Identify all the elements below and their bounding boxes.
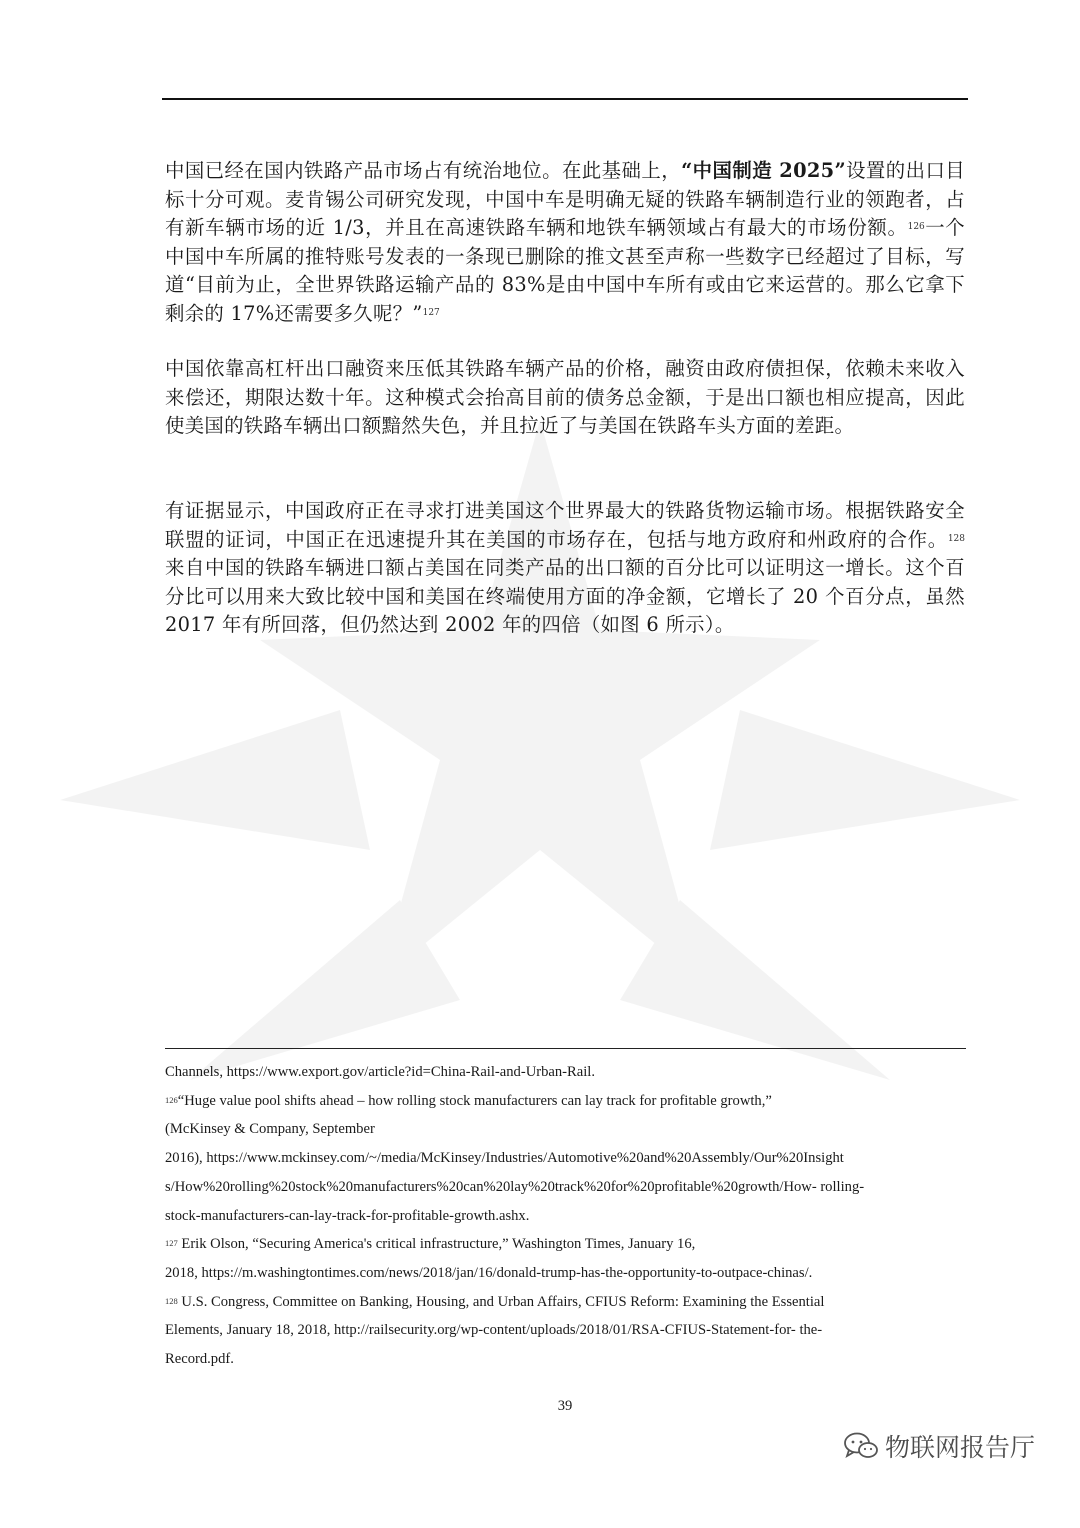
footnote-link[interactable]: 2016), https://www.mckinsey.com/~/media/McKinsey/Industries/Automotive%20and%20Assembly/Our%20Insight: [165, 1150, 844, 1167]
footnote-line[interactable]: Record.pdf.: [165, 1351, 234, 1368]
paragraph-1-text-c: 一个中国中车所属的推特账号发表的一条现已删除的推文甚至声称一些数字已经超过了目标，写道“目前为止，全世界铁路运输产品的 83%是由中国中车所有或由它来运营的。那么它拿下剩余的 17%还需要多久呢？”: [165, 216, 965, 325]
brand-name: 物联网报告厅: [885, 1433, 1036, 1462]
paragraph-3: [165, 497, 965, 640]
footnote-ref-127[interactable]: 127: [422, 307, 440, 318]
footnote-126: [165, 1087, 965, 1116]
footnote-link[interactable]: s/How%20rolling%20stock%20manufacturers%20can%20lay%20track%20for%20profitable%20growth/How- rolling-: [165, 1178, 865, 1195]
paragraph-1-text-a: 中国已经在国内铁路产品市场占有统治地位。在此基础上，: [165, 159, 682, 182]
footnote-128-text: U.S. Congress, Committee on Banking, Housing, and Urban Affairs, CFIUS Reform: Examining the Essential: [177, 1293, 825, 1310]
paragraph-1: [165, 157, 965, 329]
footnote-127: [165, 1230, 965, 1259]
footnote-number-127: 127: [165, 1238, 178, 1249]
footnote-link[interactable]: stock-manufacturers-can-lay-track-for-profitable-growth.ashx.: [165, 1207, 530, 1224]
footnote-link[interactable]: Elements, January 18, 2018, http://railsecurity.org/wp-content/uploads/2018/01/RSA-CFIUS-Statement-for- the-: [165, 1322, 823, 1339]
header-rule: [162, 98, 968, 100]
footnote-126-text: “Huge value pool shifts ahead – how rolling stock manufacturers can lay track for profitable growth,”: [177, 1092, 772, 1109]
footnote-127-text: Erik Olson, “Securing America's critical infrastructure,” Washington Times, January 16,: [177, 1236, 696, 1253]
page-number: 39: [557, 1398, 573, 1414]
made-in-china-2025-bold: “中国制造 2025”: [681, 159, 846, 182]
footnote-rule: [165, 1048, 966, 1049]
paragraph-1-text-b: 设置的出口目标十分可观。麦肯锡公司研究发现，中国中车是明确无疑的铁路车辆制造行业的领跑者，占有新车辆市场的近 1/3，并且在高速铁路车辆和地铁车辆领域占有最大的市场份额。: [165, 159, 965, 240]
paragraph-2: [165, 355, 965, 441]
wechat-icon: [843, 1431, 879, 1461]
watermark-emblem-icon: [40, 380, 1040, 1100]
paragraph-3-text-a: 有证据显示，中国政府正在寻求打进美国这个世界最大的铁路货物运输市场。根据铁路安全联盟的证词，中国正在迅速提升其在美国的市场存在，包括与地方政府和州政府的合作。: [165, 499, 965, 551]
footnote-link[interactable]: 2018, https://m.washingtontimes.com/news/2018/jan/16/donald-trump-has-the-opportunity-to-outpace-chinas/.: [165, 1264, 813, 1281]
footnote-number-128: 128: [165, 1295, 178, 1306]
footnote-line: (McKinsey & Company, September: [165, 1121, 375, 1138]
footnote-line: Channels, https://www.export.gov/article?id=China-Rail-and-Urban-Rail.: [165, 1064, 595, 1080]
paragraph-3-text-b: 来自中国的铁路车辆进口额占美国在同类产品的出口额的百分比可以证明这一增长。这个百分比可以用来大致比较中国和美国在终端使用方面的净金额，它增长了 20 个百分点，虽然 2017 年有所回落，但仍然达到 2002 年的四倍（如图 6 所示）。: [165, 556, 965, 637]
footnotes: [165, 1058, 965, 1374]
footnote-ref-128[interactable]: 128: [947, 533, 965, 544]
footnote-ref-126[interactable]: 126: [907, 222, 925, 233]
footnote-number-126: 126: [165, 1094, 178, 1105]
paragraph-2-text: 中国依靠高杠杆出口融资来压低其铁路车辆产品的价格，融资由政府债担保，依赖未来收入来偿还，期限达数十年。这种模式会抬高目前的债务总金额，于是出口额也相应提高，因此使美国的铁路车辆出口额黯然失色，并且拉近了与美国在铁路车头方面的差距。: [165, 357, 965, 438]
footnote-128: [165, 1288, 965, 1317]
brand-watermark: [843, 1428, 1035, 1464]
